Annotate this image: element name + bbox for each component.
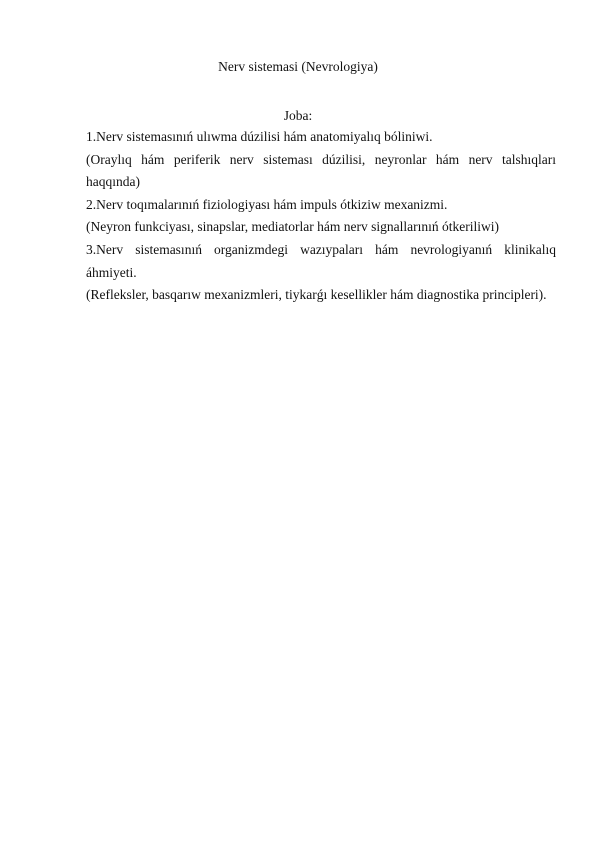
plan-item-3-detail: (Refleksler, basqarıw mexanizmleri, tiykarǵı kesellikler hám diagnostika principleri). xyxy=(86,287,547,303)
plan-item-1-detail: (Oraylıq hám periferik nerv sisteması dúzilisi, neyronlar hám nerv talshıqları haqqında) xyxy=(86,151,556,190)
plan-item-1: 1.Nerv sistemasınıń ulıwma dúzilisi hám anatomiyalıq bóliniwi. xyxy=(86,129,433,144)
plan-item-3: 3.Nerv sistemasınıń organizmdegi wazıypaları hám nevrologiyanıń klinikalıq áhmiyeti. xyxy=(86,241,556,280)
plan-item-2: 2.Nerv toqımalarınıń fiziologiyası hám impuls ótkiziw mexanizmi. xyxy=(86,196,448,212)
plan-heading: Joba: xyxy=(283,108,313,123)
plan-list xyxy=(86,126,556,307)
document-title: Nerv sistemasi (Nevrologiya) xyxy=(218,59,378,74)
plan-item-2-detail: (Neyron funkciyası, sinapslar, mediatorlar hám nerv signallarınıń ótkeriliwi) xyxy=(86,219,499,235)
